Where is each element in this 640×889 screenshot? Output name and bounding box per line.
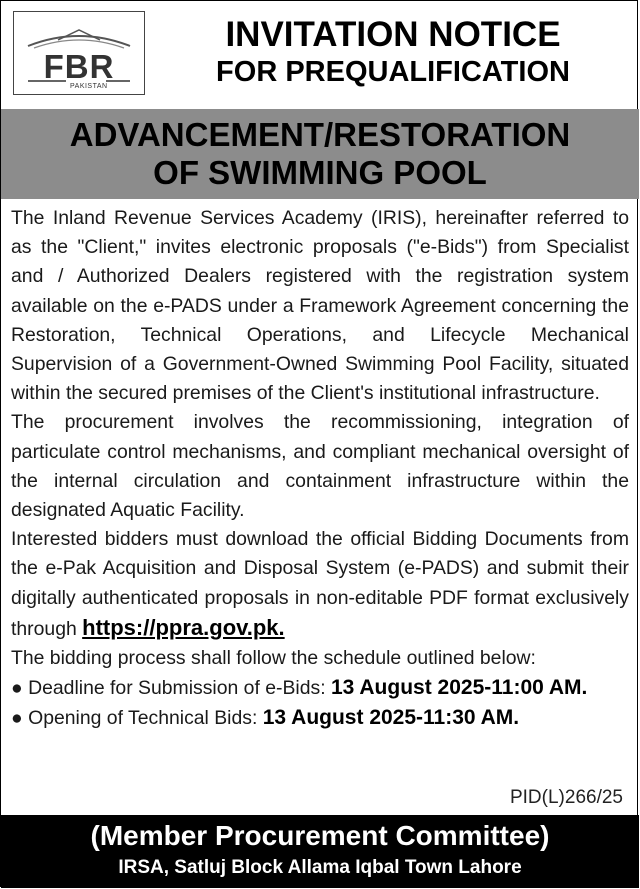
schedule-label: Deadline for Submission of e-Bids: [28,677,331,700]
paragraph-procurement: The procurement involves the recommissioning, integration of particulate control mechanisms, and compliant mechanical oversight of the internal circulation and containment infrastructure within the designated Aquatic Facility. [11,411,629,522]
banner-line-2: OF SWIMMING POOL [153,154,487,191]
schedule-value: 13 August 2025-11:00 AM. [330,676,588,700]
notice-title: INVITATION NOTICE [225,15,561,54]
bullet-icon: ● [11,707,23,730]
committee-address: IRSA, Satluj Block Allama Iqbal Town Lahore [118,857,522,878]
ppra-link[interactable]: https://ppra.gov.pk. [82,614,285,640]
notice-subtitle: FOR PREQUALIFICATION [216,56,570,88]
schedule-intro: The bidding process shall follow the schedule outlined below: [11,647,536,670]
schedule-item [11,673,629,703]
schedule-value: 13 August 2025-11:30 AM. [262,706,520,730]
committee-name: (Member Procurement Committee) [90,820,550,851]
banner-line-1: ADVANCEMENT/RESTORATION [69,116,571,153]
paragraph-instructions [11,525,629,644]
logo-subtitle: PAKISTAN [70,83,108,90]
paragraph-client: The Inland Revenue Services Academy (IRIS), hereinafter referred to as the "Client," invites electronic proposals ("e-Bids") from Specialist and / Authorized Dealers registered with the registration system available on the e-PADS under a Framework Agreement concerning the Restoration, Technical Operations, and Lifecycle Mechanical Supervision of a Government-Owned Swimming Pool Facility, situated within the secured premises of the Client's institutional infrastructure. [11,207,629,405]
bullet-icon: ● [11,677,23,700]
fbr-logo [13,11,145,95]
project-banner [1,109,639,199]
logo-brand: FBR [43,48,115,85]
schedule-item [11,703,629,733]
instructions-text: Interested bidders must download the official Bidding Documents from the e-Pak Acquisition and Disposal System (e-PADS) and submit their digitally authenticated proposals in non-editable PDF format exclusively through [11,528,629,640]
schedule-label: Opening of Technical Bids: [28,707,263,730]
notice-footer [1,815,639,888]
pid-number: PID(L)266/25 [509,787,623,808]
notice-header [1,1,639,105]
notice-body [11,204,629,734]
